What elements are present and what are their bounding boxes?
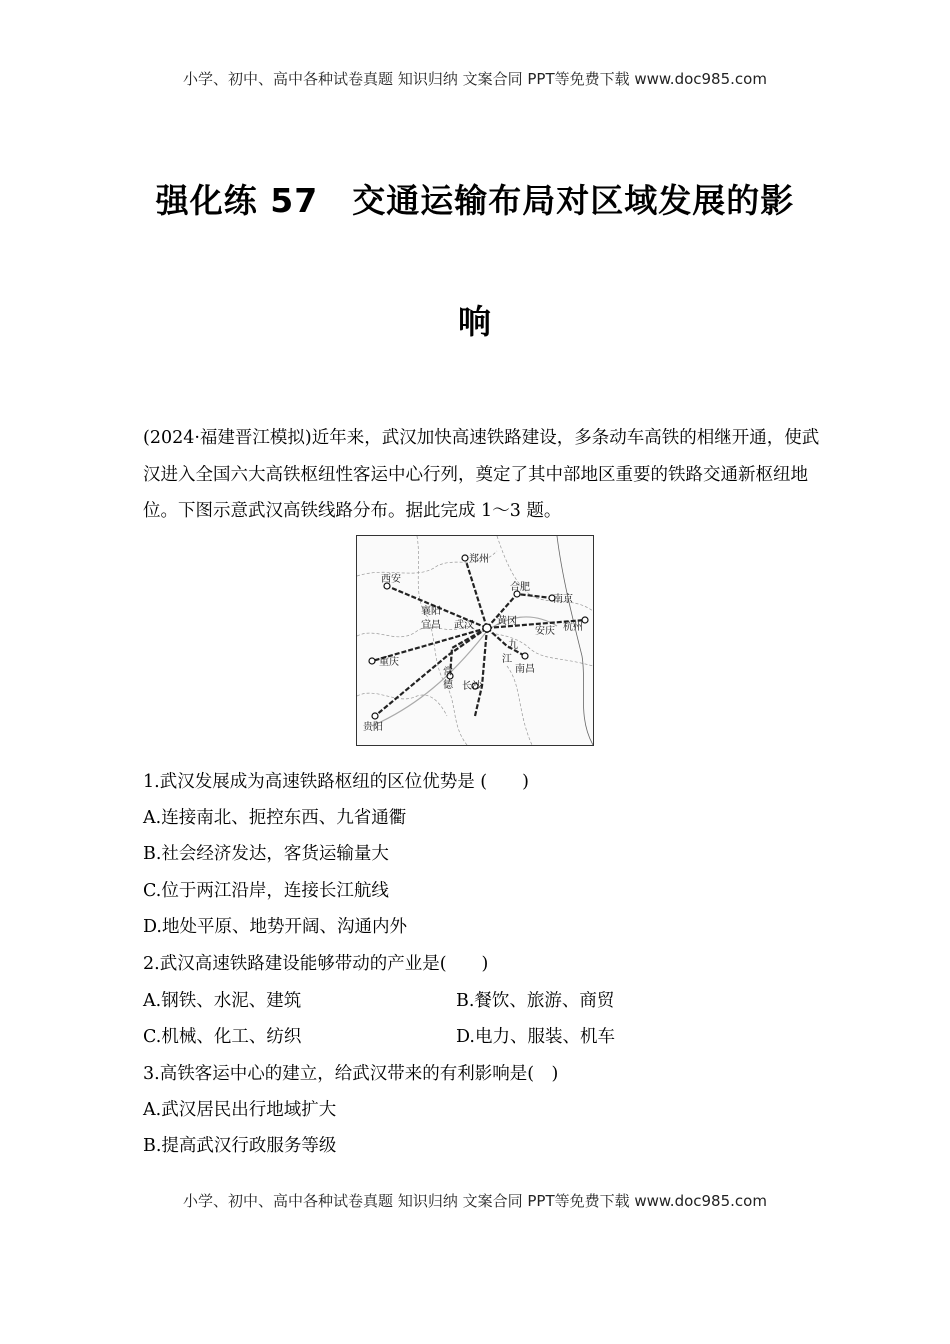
question-3-option-a: A.武汉居民出行地域扩大	[143, 1100, 337, 1120]
question-3-option-b: B.提高武汉行政服务等级	[143, 1136, 337, 1156]
page-title-line-1: 强化练 57 交通运输布局对区域发展的影	[155, 181, 795, 220]
label-zhengzhou: 郑州	[469, 554, 489, 565]
question-2-option-b: B.餐饮、旅游、商贸	[456, 991, 615, 1011]
rail-line-zhengzhou	[465, 558, 487, 628]
label-wuhan: 武汉	[454, 620, 474, 631]
label-jiu: 九	[508, 640, 518, 651]
city-point-zhengzhou	[462, 555, 468, 561]
label-jiang: 江	[502, 654, 512, 665]
city-point-wuhan	[483, 624, 491, 632]
rail-line-changsha	[475, 628, 487, 716]
question-2-option-a: A.钢铁、水泥、建筑	[143, 991, 302, 1011]
page-title-line-2: 响	[458, 302, 492, 341]
page-header: 小学、初中、高中各种试卷真题 知识归纳 文案合同 PPT等免费下载 www.doc985.com	[183, 70, 767, 88]
label-anqing: 安庆	[535, 626, 555, 637]
railway-lines	[372, 558, 585, 716]
page-footer: 小学、初中、高中各种试卷真题 知识归纳 文案合同 PPT等免费下载 www.doc985.com	[183, 1192, 767, 1210]
coastline	[557, 536, 593, 745]
label-hangzhou: 杭州	[563, 622, 583, 633]
label-chongqing: 重庆	[379, 657, 399, 668]
question-1-option-a: A.连接南北、扼控东西、九省通衢	[143, 808, 407, 828]
rail-line-changde	[450, 628, 487, 676]
city-labels	[363, 552, 583, 733]
label-xiangyang: 襄阳	[421, 606, 441, 617]
question-2-stem: 2.武汉高速铁路建设能够带动的产业是( )	[143, 954, 489, 974]
intro-paragraph: (2024·福建晋江模拟)近年来，武汉加快高速铁路建设，多条动车高铁的相继开通，使武汉进入全国六大高铁枢纽性客运中心行列，奠定了其中部地区重要的铁路交通新枢纽地位。下图示意武汉高铁线路分布。据此完成 1～3 题。	[143, 428, 820, 521]
question-3-stem: 3.高铁客运中心的建立，给武汉带来的有利影响是( )	[143, 1064, 559, 1084]
city-point-nanchang	[522, 653, 528, 659]
label-huanggang: 黄冈	[497, 616, 517, 627]
label-hefei: 合肥	[510, 582, 530, 593]
label-yichang: 宜昌	[421, 620, 441, 631]
city-point-chongqing	[369, 658, 375, 664]
question-2-option-d: D.电力、服装、机车	[456, 1027, 615, 1047]
city-point-guiyang	[372, 713, 378, 719]
label-chang: 常	[443, 667, 453, 678]
rail-line-nanchang	[487, 628, 525, 656]
question-1-option-d: D.地处平原、地势开阔、沟通内外	[143, 917, 407, 937]
railway-map	[356, 535, 594, 746]
label-nanjing: 南京	[553, 594, 573, 605]
question-1-stem: 1.武汉发展成为高速铁路枢纽的区位优势是 ( )	[143, 772, 529, 792]
rail-line-guiyang	[375, 628, 487, 716]
label-de: 德	[443, 680, 453, 691]
label-guiyang: 贵阳	[363, 722, 383, 733]
label-changsha: 长沙	[462, 681, 482, 692]
label-xian: 西安	[381, 574, 401, 585]
question-1-option-b: B.社会经济发达，客货运输量大	[143, 844, 389, 864]
question-1-option-c: C.位于两江沿岸，连接长江航线	[143, 881, 389, 901]
question-2-option-c: C.机械、化工、纺织	[143, 1027, 302, 1047]
label-nanchang: 南昌	[515, 664, 535, 675]
